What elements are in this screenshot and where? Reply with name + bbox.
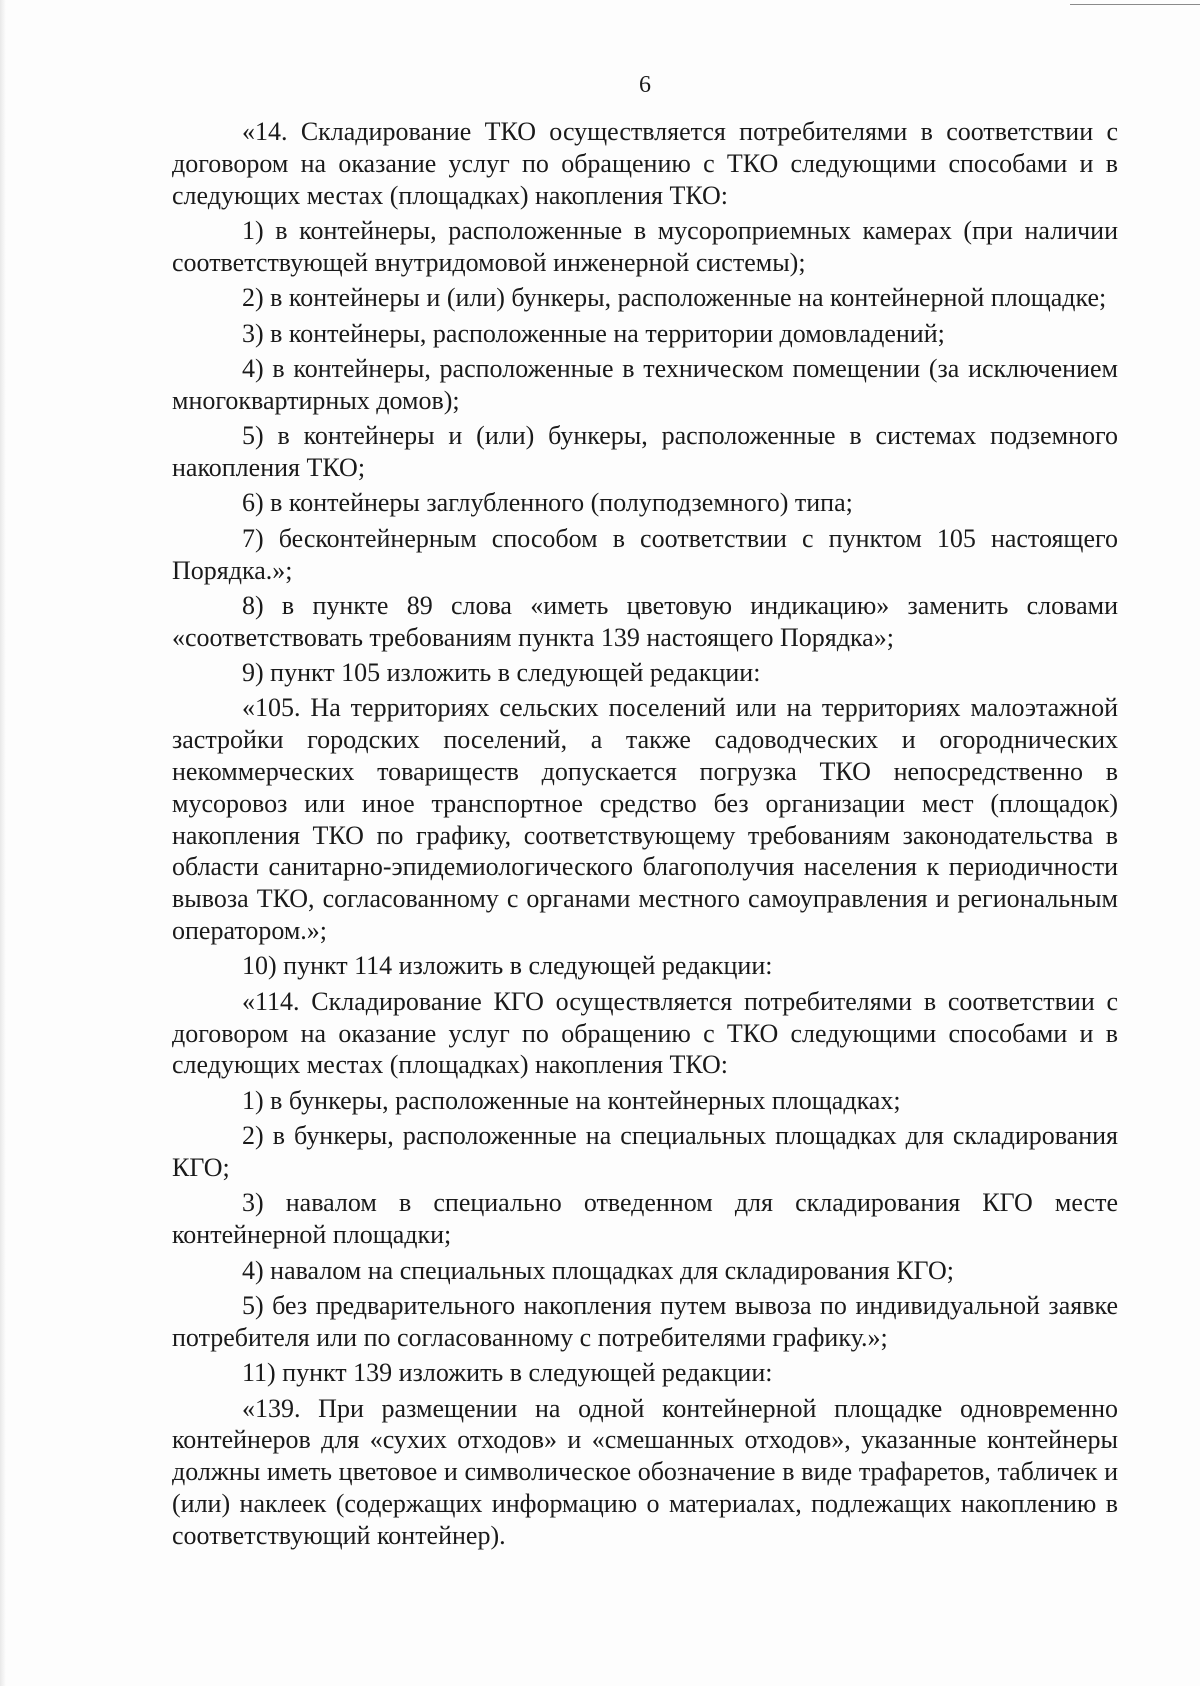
document-body bbox=[172, 116, 1118, 1555]
page-number: 6 bbox=[639, 72, 651, 98]
amendment-item: 10) пункт 114 изложить в следующей редакции: bbox=[242, 951, 773, 981]
list-item: 2) в контейнеры и (или) бункеры, расположенные на контейнерной площадке; bbox=[242, 283, 1107, 313]
list-item: 5) без предварительного накопления путем вывоза по индивидуальной заявке потребителя или по согласованному с потребителями графику.»; bbox=[172, 1290, 1118, 1352]
amendment-item: 11) пункт 139 изложить в следующей редакции: bbox=[242, 1358, 773, 1388]
list-item: 6) в контейнеры заглубленного (полуподземного) типа; bbox=[242, 488, 853, 518]
list-item: 4) в контейнеры, расположенные в техническом помещении (за исключением многоквартирных домов); bbox=[172, 353, 1118, 415]
paragraph-14: «14. Складирование ТКО осуществляется потребителями в соответствии с договором на оказание услуг по обращению с ТКО следующими способами и в следующих местах (площадках) накопления ТКО: bbox=[172, 117, 1118, 210]
list-item: 1) в бункеры, расположенные на контейнерных площадках; bbox=[242, 1085, 901, 1115]
list-item: 2) в бункеры, расположенные на специальных площадках для складирования КГО; bbox=[172, 1121, 1118, 1183]
list-item: 4) навалом на специальных площадках для складирования КГО; bbox=[242, 1255, 954, 1285]
list-item: 5) в контейнеры и (или) бункеры, расположенные в системах подземного накопления ТКО; bbox=[172, 421, 1118, 482]
amendment-item: 9) пункт 105 изложить в следующей редакции: bbox=[242, 658, 761, 688]
list-item: 3) навалом в специально отведенном для складирования КГО месте контейнерной площадки; bbox=[172, 1188, 1118, 1250]
list-item: 1) в контейнеры, расположенные в мусороприемных камерах (при наличии соответствующей внутридомовой инженерной системы); bbox=[172, 215, 1118, 277]
paragraph-114: «114. Складирование КГО осуществляется потребителями в соответствии с договором на оказание услуг по обращению с ТКО следующими способами и в следующих местах (площадках) накопления ТКО: bbox=[172, 986, 1118, 1080]
list-item: 7) бесконтейнерным способом в соответствии с пунктом 105 настоящего Порядка.»; bbox=[172, 523, 1118, 585]
paragraph-139: «139. При размещении на одной контейнерной площадке одновременно контейнеров для «сухих отходов» и «смешанных отходов», указанные контейнеры должны иметь цветовое и символическое обозначение в виде трафаретов, табличек и (или) наклеек (содержащих информацию о материалах, подлежащих накоплению в соответствующий контейнер). bbox=[172, 1393, 1118, 1550]
amendment-item: 8) в пункте 89 слова «иметь цветовую индикацию» заменить словами «соответствовать требованиям пункта 139 настоящего Порядка»; bbox=[172, 590, 1118, 652]
list-item: 3) в контейнеры, расположенные на территории домовладений; bbox=[242, 318, 945, 348]
top-rule-line bbox=[1070, 4, 1200, 5]
paragraph-105: «105. На территориях сельских поселений или на территориях малоэтажной застройки городских поселений, а также садоводческих и огороднических некоммерческих товариществ допускается погрузка ТКО непосредственно в мусоровоз или иное транспортное средство без организации мест (площадок) накопления ТКО по графику, соответствующему требованиям законодательства в области санитарно-эпидемиологического благополучия населения к периодичности вывоза ТКО, согласованному с органами местного самоуправления и региональным оператором.»; bbox=[172, 693, 1118, 946]
scan-edge bbox=[0, 0, 6, 1686]
